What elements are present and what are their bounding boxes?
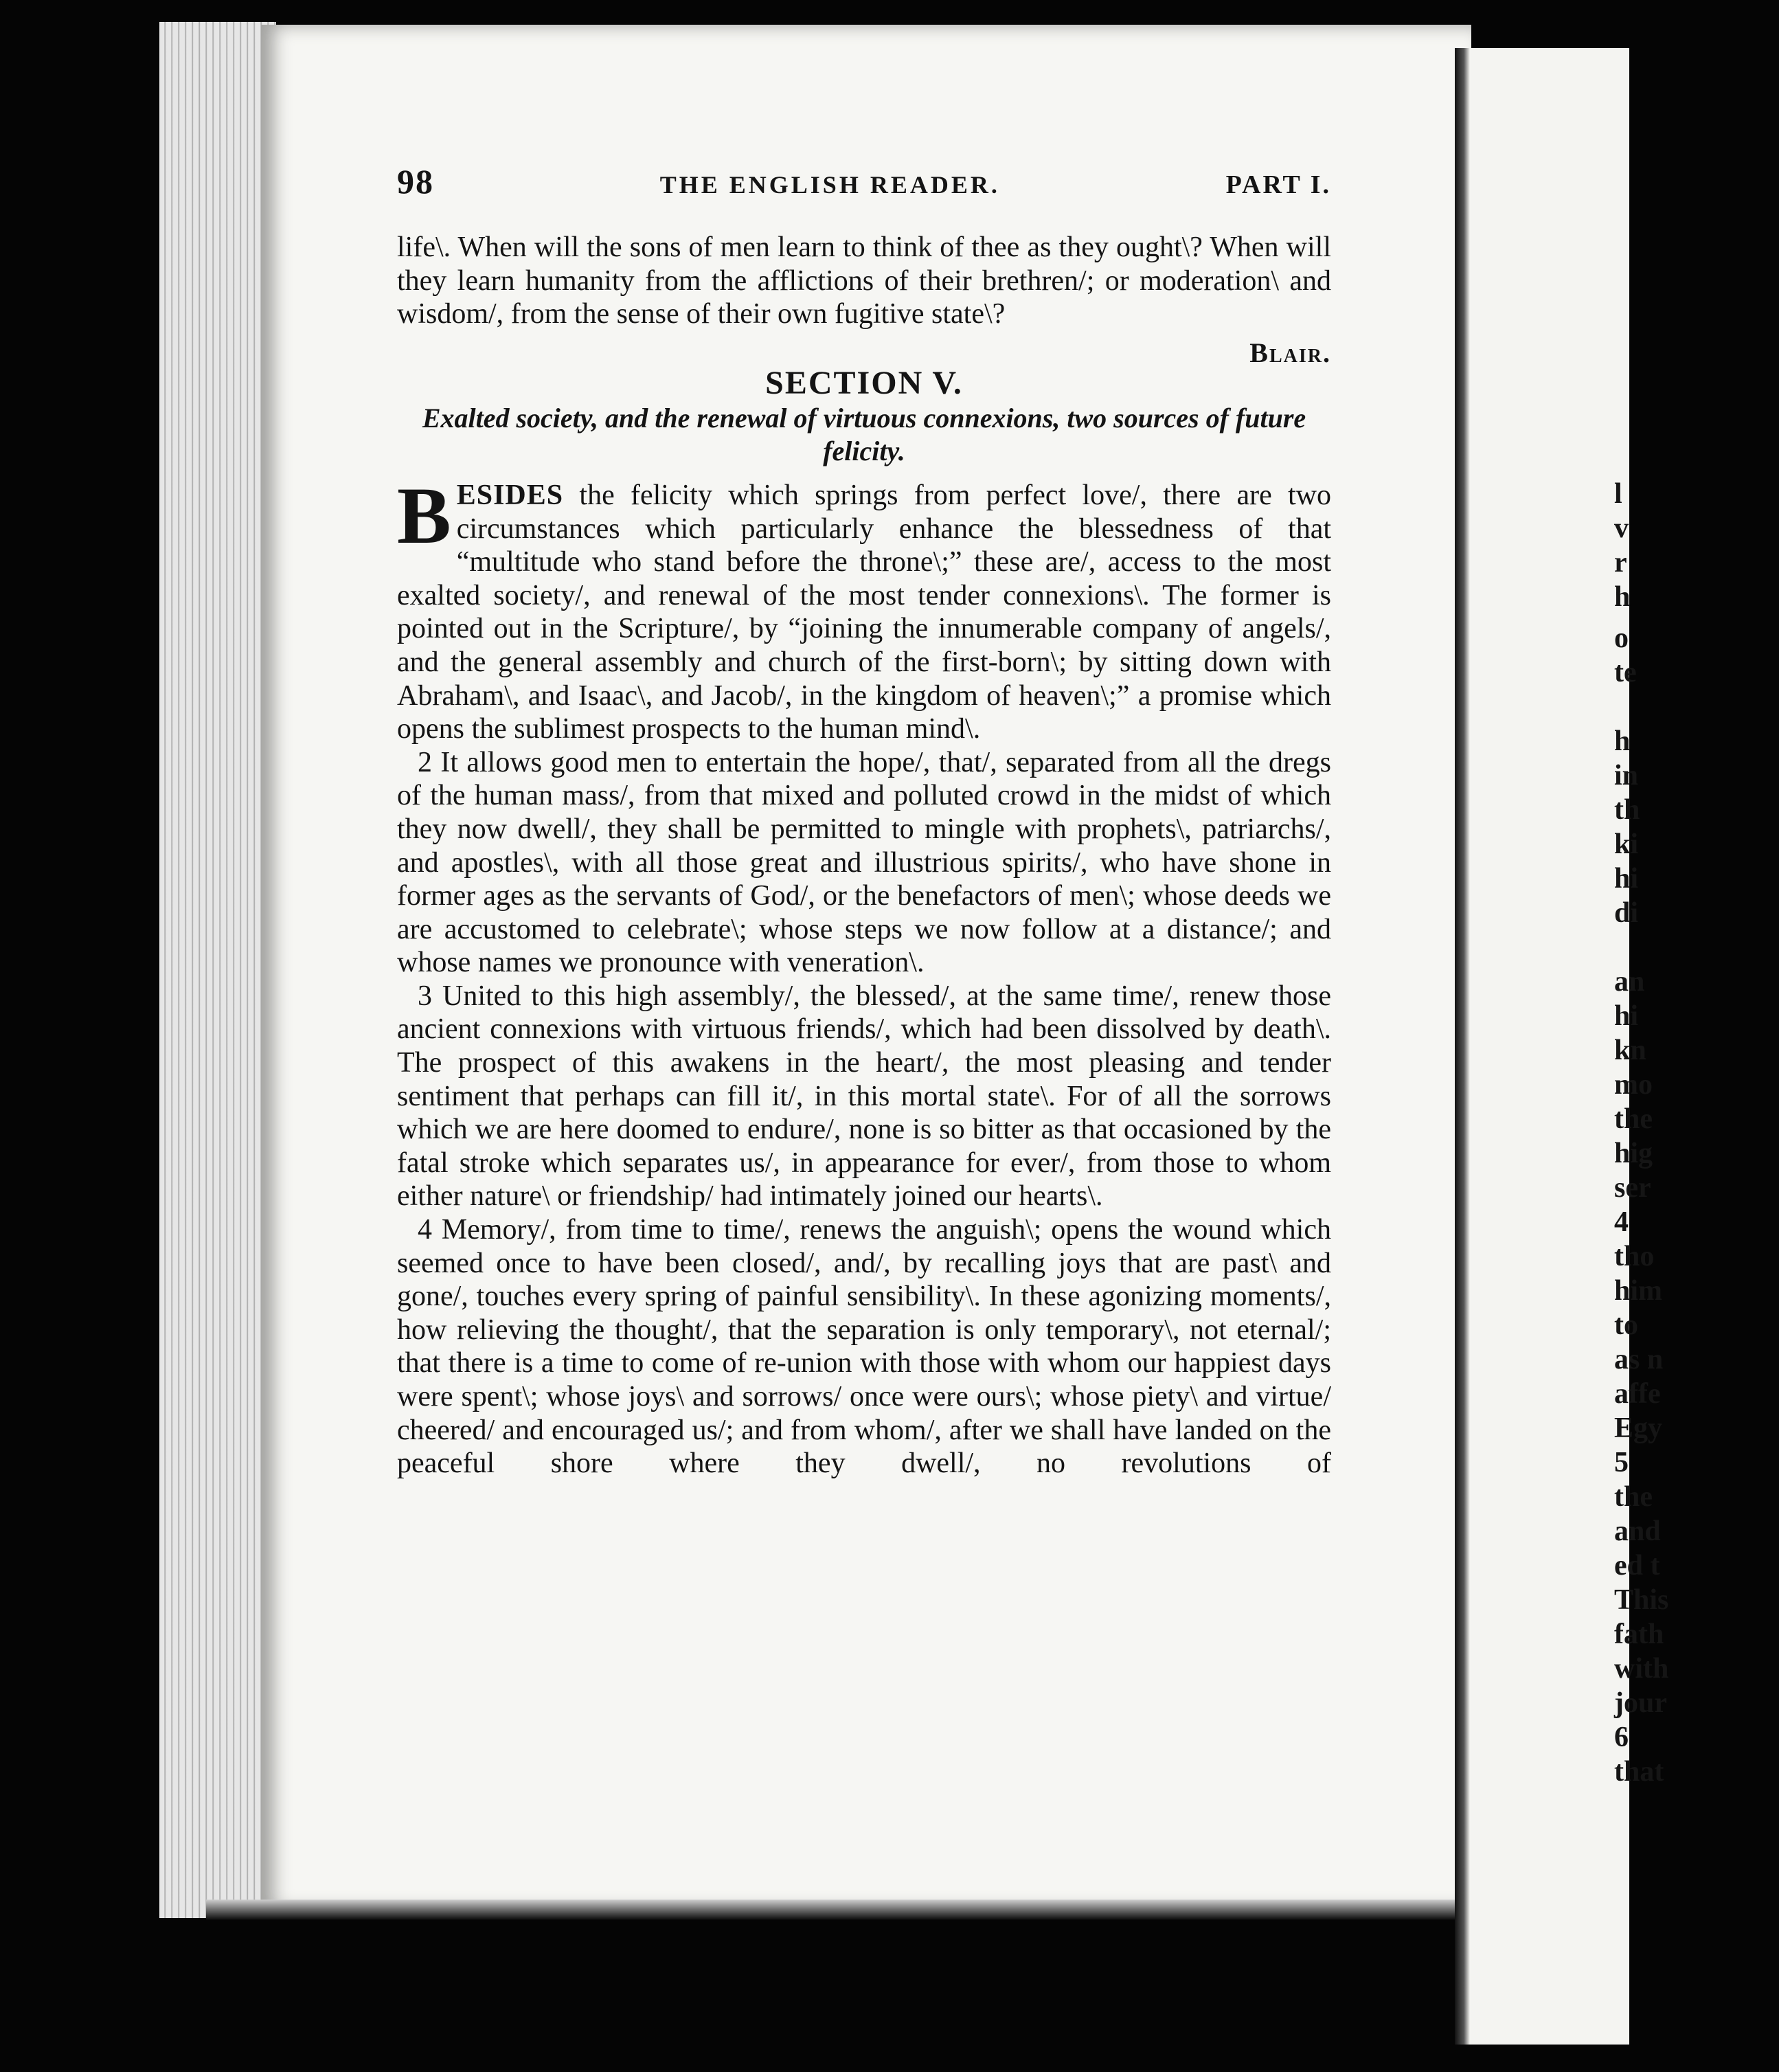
- facing-page-fragment: the: [1614, 1481, 1653, 1513]
- facing-page-fragment: h: [1614, 581, 1631, 613]
- paragraph-2: 2 It allows good men to entertain the hope/, that/, separated from all the dregs of the human mass/, from that mixed and polluted crowd in the midst of which they now dwell/, they shall be permitted to mingle with prophets\, patriarchs/, and apostles\, with all those great and illustrious spirits/, who have shone in former ages as the servants of God/, or the benefactors of men\; whose deeds we are accustomed to celebrate\; whose steps we now follow at a distance/; and whose names we pronounce with veneration\.: [397, 746, 1331, 979]
- facing-page-fragment: hig: [1614, 1138, 1653, 1169]
- facing-page-fragment: to: [1614, 1309, 1638, 1341]
- paragraph-1-text: the felicity which springs from perfect love/, there are two circumstances which particularly enhance the blessedness of that “multitude who stand before the throne\;” these are/, access to the most exalted society/, and renewal of the most tender connexions\. The former is pointed out in the Scripture/, by “joining the innumerable company of angels/, and the general assembly and church of the first-born\; by sitting down with Abraham\, and Isaac\, and Jacob/, in the kingdom of heaven\;” a promise which opens the sublimest prospects to the human mind\.: [397, 479, 1331, 745]
- author-attribution: Blair.: [1249, 337, 1331, 368]
- facing-page-fragment: ki: [1614, 829, 1639, 860]
- facing-page-fragment: an: [1614, 966, 1645, 998]
- facing-page-fragment: him: [1614, 1275, 1663, 1307]
- part-label: PART I.: [1225, 170, 1331, 199]
- page-number: 98: [397, 162, 434, 201]
- facing-page-fragment: 6: [1614, 1722, 1629, 1753]
- facing-page-fragment: te: [1614, 657, 1637, 688]
- paragraph-1: [397, 470, 1331, 746]
- facing-page-fragment: and: [1614, 1516, 1661, 1547]
- page-edges: [159, 22, 276, 1918]
- facing-page-fragment: mo: [1614, 1069, 1653, 1101]
- facing-page-fragment: th: [1614, 794, 1640, 826]
- facing-page-fragment: r: [1614, 547, 1627, 578]
- running-header: [397, 162, 1331, 231]
- facing-page-gutter: [1455, 48, 1470, 2045]
- facing-page: [1455, 48, 1669, 2045]
- facing-page-fragment: di: [1614, 897, 1639, 929]
- facing-page-fragment: with: [1614, 1653, 1669, 1685]
- facing-page-fragment: as n: [1614, 1344, 1664, 1375]
- facing-page-fragment: h: [1614, 725, 1631, 757]
- drop-cap: B: [397, 470, 451, 561]
- facing-page-fragment: ser: [1614, 1172, 1651, 1204]
- facing-page-fragment: jour: [1614, 1687, 1667, 1719]
- paragraph-1-lead: ESIDES: [456, 479, 564, 511]
- facing-page-fragment: o: [1614, 622, 1629, 654]
- facing-page-fragment: fath: [1614, 1619, 1664, 1650]
- facing-page-fragment: v: [1614, 513, 1629, 544]
- facing-page-fragment: that: [1614, 1756, 1664, 1788]
- facing-page-fragment: Egy: [1614, 1412, 1663, 1444]
- facing-page-fragment: 4: [1614, 1206, 1629, 1238]
- page-bottom-shadow: [206, 1900, 1477, 1920]
- facing-page-fragment: 5: [1614, 1447, 1629, 1478]
- facing-page-fragment: This: [1614, 1584, 1669, 1616]
- paragraph-4: 4 Memory/, from time to time/, renews the anguish\; opens the wound which seemed once to have been closed/, and/, by recalling joys that are past\ and gone/, touches every spring of painful sensibility\. In these agonizing moments/, how relieving the thought/, that the separation is only temporary\, not eternal/; that there is a time to come of re-union with those with whom our happiest days were spent\; whose joys\ and sorrows/ once were ours\; whose piety\ and virtue/ cheered/ and encouraged us/; and from whom/, after we shall have landed on the peaceful shore where they dwell/, no revolutions of: [397, 1214, 1331, 1480]
- page-text: [397, 162, 1331, 1480]
- facing-page-fragment: hi: [1614, 1000, 1639, 1032]
- facing-page-fragment: kn: [1614, 1035, 1646, 1066]
- facing-page-fragment: ed t: [1614, 1550, 1660, 1581]
- facing-page-fragment: tho: [1614, 1241, 1655, 1272]
- facing-page-fragment: the: [1614, 1103, 1653, 1135]
- section-subtitle: Exalted society, and the renewal of virtuous connexions, two sources of future felicity.: [422, 402, 1306, 466]
- running-title: THE ENGLISH READER.: [659, 171, 1000, 199]
- intro-paragraph: life\. When will the sons of men learn to think of thee as they ought\? When will they learn humanity from the afflictions of their brethren/; or moderation\ and wisdom/, from the sense of their own fugitive state\?: [397, 232, 1331, 330]
- paragraph-3: 3 United to this high assembly/, the blessed/, at the same time/, renew those ancient connexions with virtuous friends/, which had been dissolved by death\. The prospect of this awakens in the heart/, the most pleasing and tender sentiment that perhaps can fill it/, in this mortal state\. For of all the sorrows which we are here doomed to endure/, none is so bitter as that occasioned by the fatal stroke which separates us/, in appearance for ever/, from those to whom either nature\ or friendship/ had intimately joined our hearts\.: [397, 980, 1331, 1213]
- facing-page-fragment: hi: [1614, 863, 1639, 894]
- facing-page-fragment: in: [1614, 760, 1639, 791]
- facing-page-fragment: l: [1614, 478, 1622, 510]
- section-title: SECTION V.: [765, 365, 963, 402]
- facing-page-fragment: affe: [1614, 1378, 1661, 1410]
